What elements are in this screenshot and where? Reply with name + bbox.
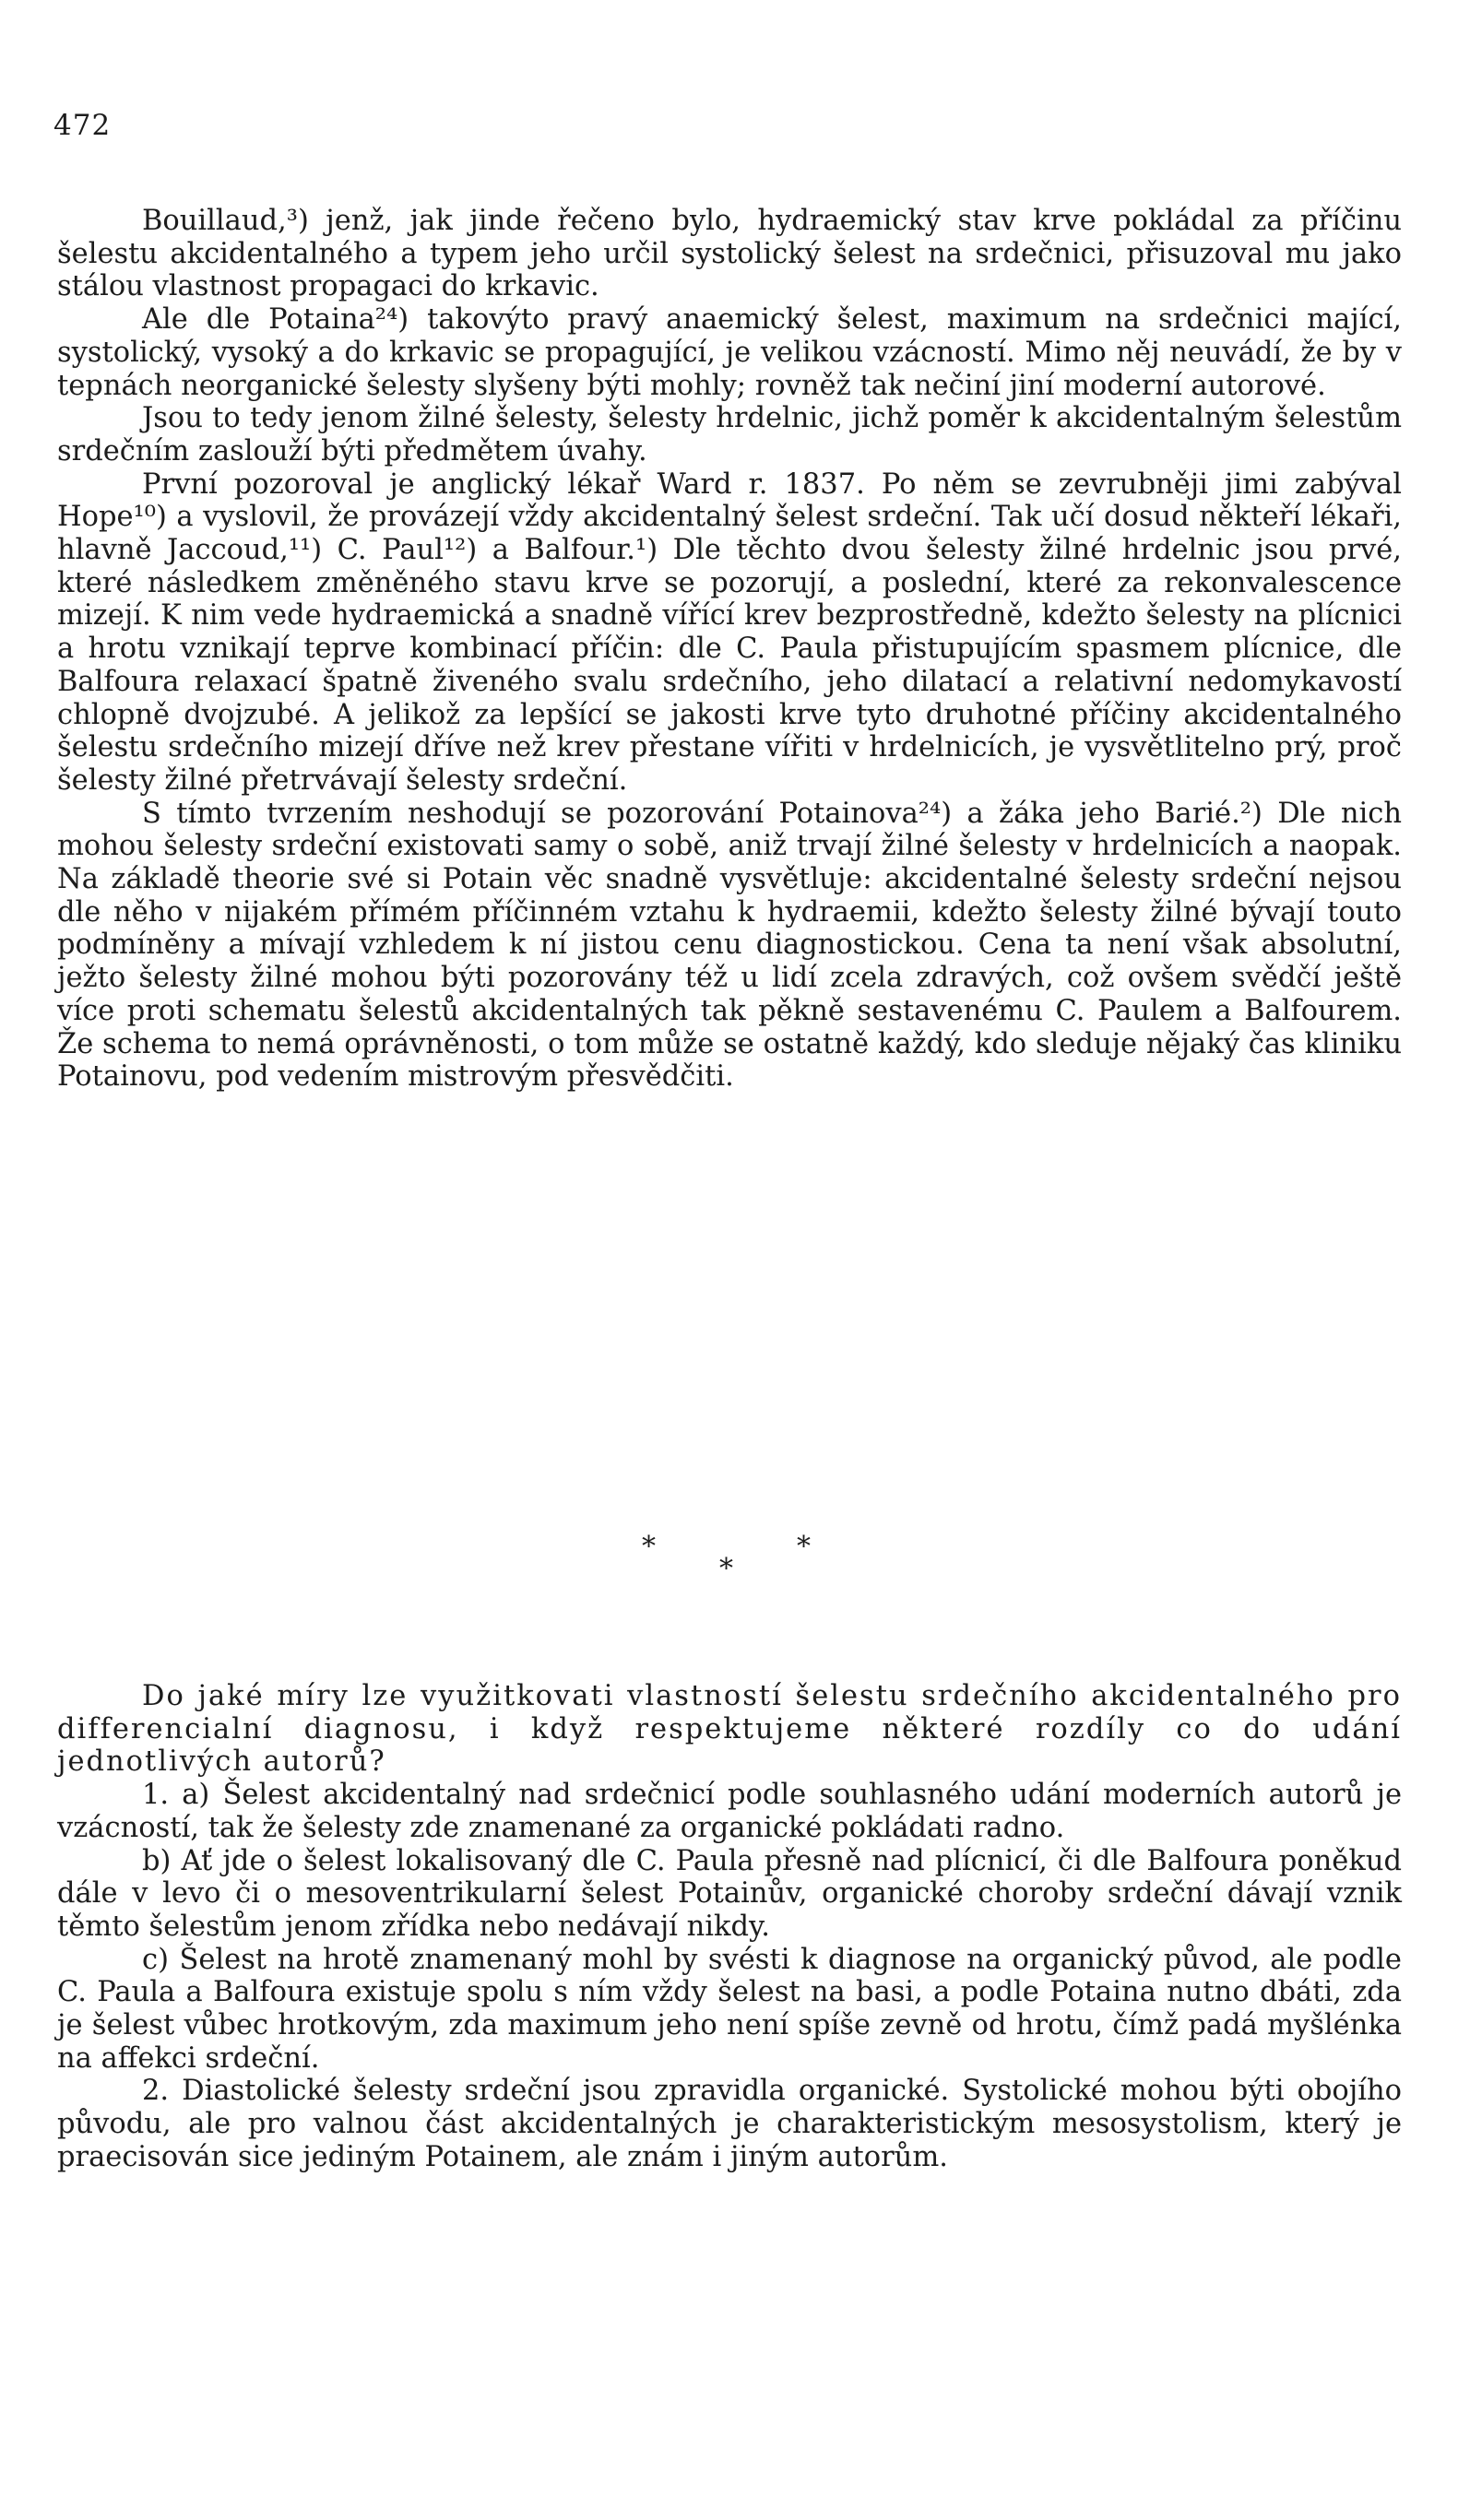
paragraph-ward: První pozoroval je anglický lékař Ward r. 1837. Po něm se zevrubněji jimi zabýval Hope¹⁰) a vyslovil, že provázejí vždy akcidentalný šelest srdeční. Tak učí dosud někteří lékaři, hlavně Jaccoud,¹¹) C. Paul¹²) a Balfour.¹) Dle těchto dvou šelesty žilné hrdelnic jsou prvé, které následkem změněného stavu krve se pozorují, a poslední, které za rekonvalescence mizejí. K nim vede hydraemická a snadně vířící krev bezprostředně, kdežto šelesty na plícnici a hrotu vznikají teprve kombinací příčin: dle C. Paula přistupujícím spasmem plícnice, dle Balfoura relaxací špatně živeného svalu srdečního, jeho dilatací a relativní nedomykavostí chlopně dvojzubé. A jelikož za lepšící se jakosti krve tyto druhotné příčiny akcidentalného šelestu srdečního mizejí dříve než krev přestane vířiti v hrdelnicích, je vysvětlitelno prý, proč šelesty žilné přetrvávají šelesty srdeční.	[57, 467, 1402, 797]
asterism-star-bottom: *	[719, 1553, 733, 1585]
paragraph-barie: S tímto tvrzením neshodují se pozorování Potainova²⁴) a žáka jeho Barié.²) Dle nich mohou šelesty srdeční existovati samy o sobě, aniž trvají žilné šelesty v hrdelnicích a naopak. Na základě theorie své si Potain věc snadně vysvětluje: akcidentalné šelesty srdeční nejsou dle něho v nijakém přímém příčinném vztahu k hydraemii, kdežto šelesty žilné bývají touto podmíněny a mívají vzhledem k ní jistou cenu diagnostickou. Cena ta není však absolutní, ježto šelesty žilné mohou býti pozorovány též u lidí zcela zdravých, což ovšem svědčí ještě více proti schematu šelestů akcidentalných tak pěkně sestavenému C. Paulem a Balfourem. Že schema to nemá oprávněnosti, o tom může se ostatně každý, kdo sleduje nějaký čas kliniku Potainovu, pod vedením mistrovým přesvědčiti.	[57, 797, 1402, 1094]
text-block-question	[57, 1680, 1402, 2174]
text-block-main	[57, 205, 1402, 1094]
asterism-divider	[0, 1531, 1458, 1595]
page-number: 472	[53, 109, 112, 142]
paragraph-bouillaud: Bouillaud,³) jenž, jak jinde řečeno bylo, hydraemický stav krve pokládal za příčinu šelestu akcidentalného a typem jeho určil systolický šelest na srdečnici, přisuzoval mu jako stálou vlastnost propagaci do krkavic.	[57, 205, 1402, 303]
paragraph-question: Do jaké míry lze využitkovati vlastností šelestu srdečního akcidentalného pro differencialní diagnosu, i když respektujeme některé rozdíly co do udání jednotlivých autorů?	[57, 1680, 1402, 1779]
paragraph-zilne-selesty: Jsou to tedy jenom žilné šelesty, šelesty hrdelnic, jichž poměr k akcidentalným šelestům srdečním zaslouží býti předmětem úvahy.	[57, 402, 1402, 467]
paragraph-point-1b: b) Ať jde o šelest lokalisovaný dle C. Paula přesně nad plícnicí, či dle Balfoura poněkud dále v levo či o mesoventrikularní šelest Potainův, organické choroby srdeční dávají vznik těmto šelestům jenom zřídka nebo nedávají nikdy.	[57, 1844, 1402, 1943]
paragraph-point-1a: 1. a) Šelest akcidentalný nad srdečnicí podle souhlasného udání moderních autorů je vzácností, tak že šelesty zde znamenané za organické pokládati radno.	[57, 1779, 1402, 1844]
paragraph-point-1c: c) Šelest na hrotě znamenaný mohl by svésti k diagnose na organický původ, ale podle C. Paula a Balfoura existuje spolu s ním vždy šelest na basi, a podle Potaina nutno dbáti, zda je šelest vůbec hrotkovým, zda maximum jeho není spíše zevně od hrotu, čímž padá myšlénka na affekci srdeční.	[57, 1943, 1402, 2075]
asterism-star-left: *	[642, 1531, 656, 1563]
paragraph-point-2: 2. Diastolické šelesty srdeční jsou zpravidla organické. Systolické mohou býti obojího původu, ale pro valnou část akcidentalných je charakteristickým mesosystolism, který je praecisován sice jediným Potainem, ale znám i jiným autorům.	[57, 2075, 1402, 2173]
paragraph-potain: Ale dle Potaina²⁴) takovýto pravý anaemický šelest, maximum na srdečnici mající, systolický, vysoký a do krkavic se propagující, je velikou vzácností. Mimo něj neuvádí, že by v tepnách neorganické šelesty slyšeny býti mohly; rovněž tak nečiní jiní moderní autorové.	[57, 303, 1402, 402]
asterism-star-right: *	[797, 1531, 811, 1563]
